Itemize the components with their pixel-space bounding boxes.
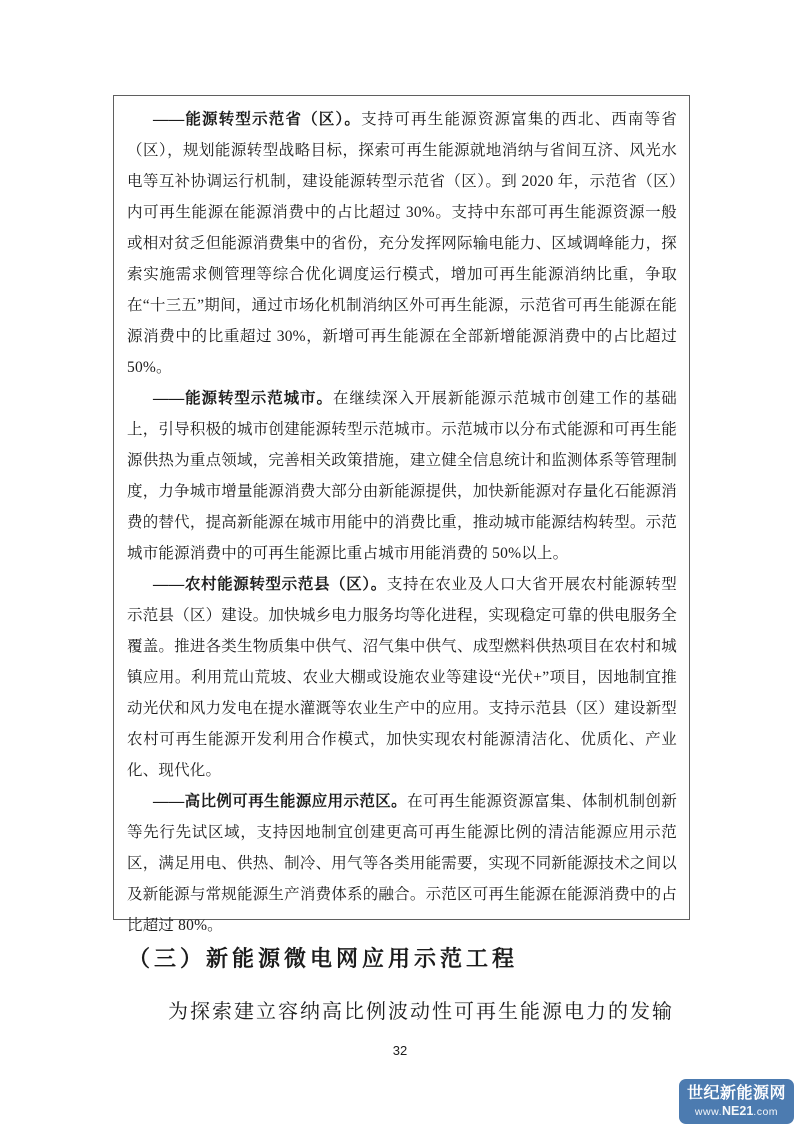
section-heading: （三）新能源微电网应用示范工程 xyxy=(128,946,519,971)
paragraph-high-ratio-renewable-zone xyxy=(127,786,677,941)
paragraph-text: 在继续深入开展新能源示范城市创建工作的基础上，引导积极的城市创建能源转型示范城市。示范城市以分布式能源和可再生能源供热为重点领域，完善相关政策措施，建立健全信息统计和监测体系等管理制度，力争城市增量能源消费大部分由新能源提供，加快新能源对存量化石能源消费的替代，提高新能源在城市用能中的消费比重，推动城市能源结构转型。示范城市能源消费中的可再生能源比重占城市用能消费的 50%以上。 xyxy=(127,390,678,562)
paragraph-energy-transition-province xyxy=(127,104,677,383)
paragraph-text: 在可再生能源资源富集、体制机制创新等先行先试区域，支持因地制宜创建更高可再生能源比例的清洁能源应用示范区，满足用电、供热、制冷、用气等各类用能需要，实现不同新能源技术之间以及新能源与常规能源生产消费体系的融合。示范区可再生能源在能源消费中的占比超过 80%。 xyxy=(127,793,678,934)
watermark-site-name: 世纪新能源网 xyxy=(686,1085,786,1103)
paragraph-text: 支持可再生能源资源富集的西北、西南等省（区），规划能源转型战略目标，探索可再生能源就地消纳与省间互济、风光水电等互补协调运行机制，建设能源转型示范省（区）。到 2020 年，示范省（区）内可再生能源在能源消费中的占比超过 30%。支持中东部可再生能源资源一般或相对贫乏但能源消费集中的省份，充分发挥网际输电能力、区域调峰能力，探索实施需求侧管理等综合优化调度运行模式，增加可再生能源消纳比重，争取在“十三五”期间，通过市场化机制消纳区外可再生能源，示范省可再生能源在能源消费中的比重超过 30%，新增可再生能源在全部新增能源消费中的占比超过 50%。 xyxy=(127,111,677,376)
watermark-url-suffix: .com xyxy=(753,1105,779,1118)
ne21-watermark-logo xyxy=(679,1079,794,1124)
watermark-site-url xyxy=(695,1104,778,1118)
paragraph-lead-bold: ——农村能源转型示范县（区）。 xyxy=(153,576,387,593)
page-number: 32 xyxy=(392,1043,408,1058)
watermark-url-prefix: www. xyxy=(694,1105,723,1118)
paragraph-lead-bold: ——能源转型示范省（区）。 xyxy=(153,111,362,128)
paragraph-lead-bold: ——高比例可再生能源应用示范区。 xyxy=(153,793,408,810)
watermark-url-name: NE21 xyxy=(722,1103,754,1118)
paragraph-energy-transition-city xyxy=(127,383,677,569)
paragraph-text: 支持在农业及人口大省开展农村能源转型示范县（区）建设。加快城乡电力服务均等化进程，实现稳定可靠的供电服务全覆盖。推进各类生物质集中供气、沼气集中供气、成型燃料供热项目在农村和城镇应用。利用荒山荒坡、农业大棚或设施农业等建设“光伏+”项目，因地制宜推动光伏和风力发电在提水灌溉等农业生产中的应用。支持示范县（区）建设新型农村可再生能源开发利用合作模式，加快实现农村能源清洁化、优质化、产业化、现代化。 xyxy=(127,576,677,779)
body-paragraph: 为探索建立容纳高比例波动性可再生能源电力的发输 xyxy=(168,1001,674,1023)
bordered-text-box xyxy=(113,95,690,934)
paragraph-rural-energy-county xyxy=(127,569,677,786)
paragraph-lead-bold: ——能源转型示范城市。 xyxy=(153,390,333,407)
